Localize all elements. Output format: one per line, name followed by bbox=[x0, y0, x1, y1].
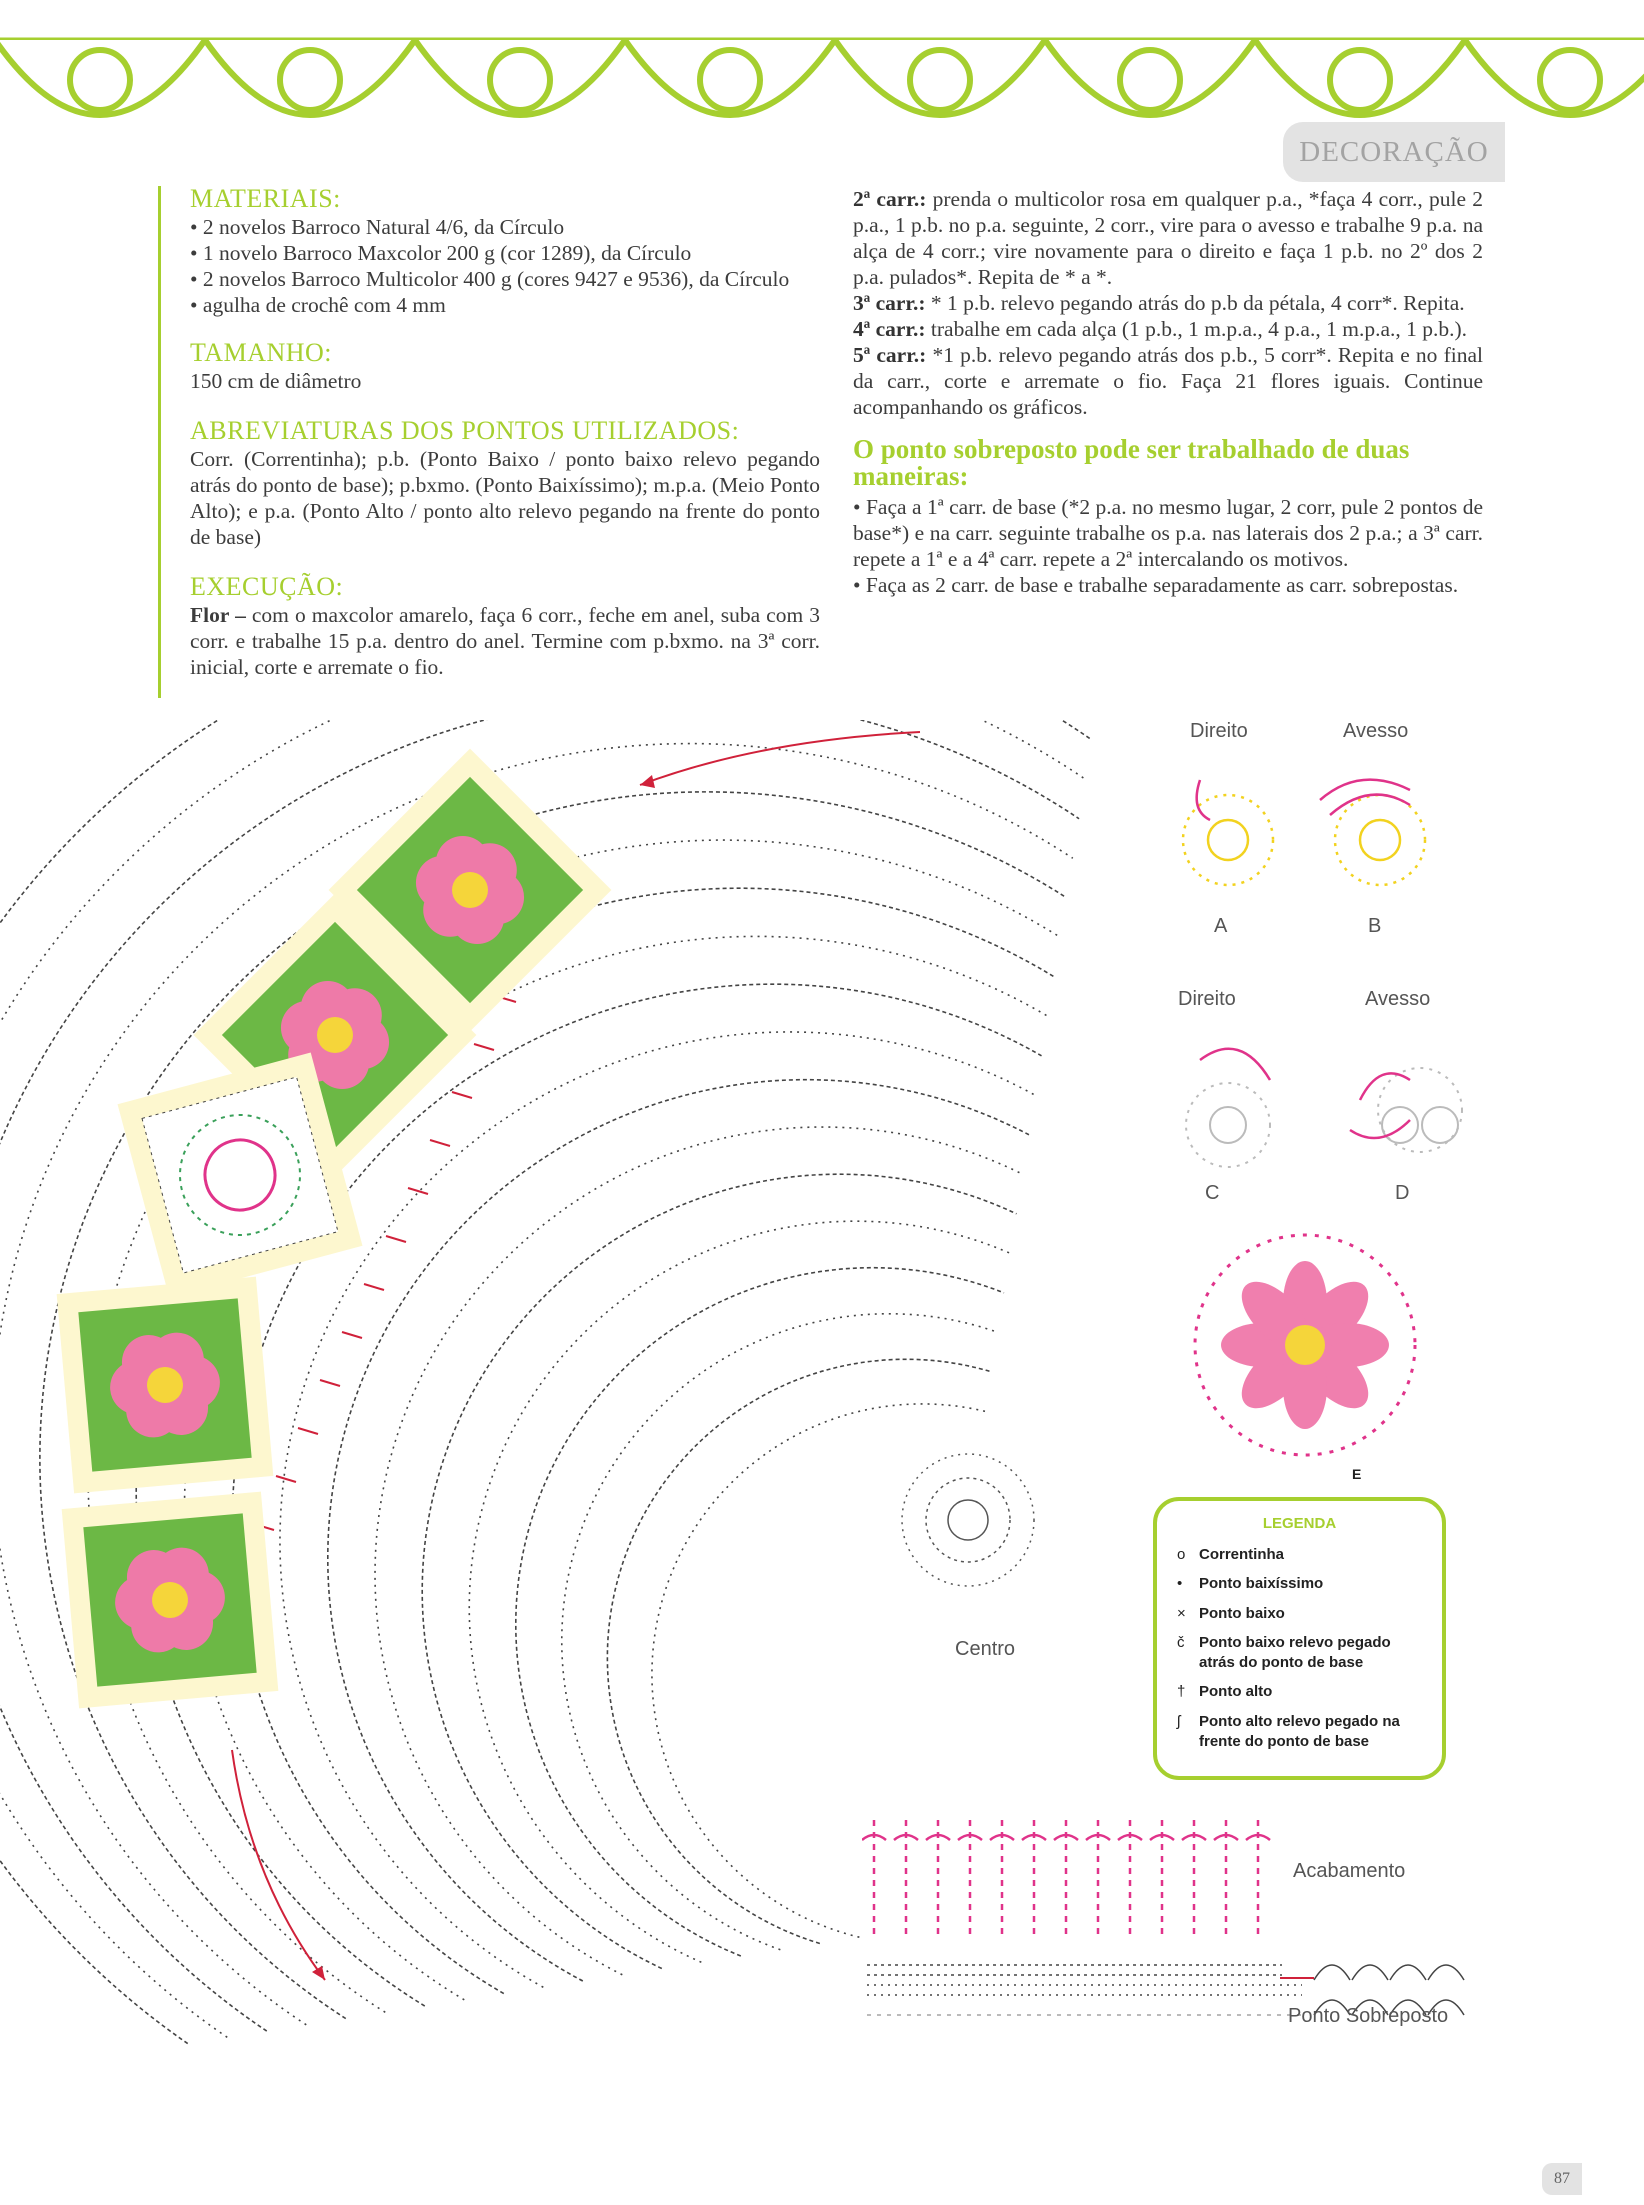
materials-list bbox=[190, 214, 820, 318]
red-tick bbox=[320, 1380, 340, 1386]
fan-motif bbox=[1352, 1965, 1388, 1980]
overlay-text: Faça a 1ª carr. de base (*2 p.a. no mesmo lugar, 2 corr, pule 2 pontos de base*) e na carr. seguinte trabalhe os p.a. nas laterais dos 2 p.a.; a 3ª carr. repete a 1ª e a 4ª carr. repete a 2ª intercalando os motivos. bbox=[853, 495, 1483, 571]
round-5 bbox=[853, 342, 1483, 420]
abbreviations-text: Corr. (Correntinha); p.b. (Ponto Baixo / ponto baixo relevo pegando atrás do ponto de base); p.bxmo. (Ponto Baixíssimo); m.p.a. (Meio Ponto Alto); e p.a. (Ponto Alto / ponto alto relevo pegando na frente do ponto de base) bbox=[190, 447, 821, 549]
column-rule bbox=[158, 186, 161, 698]
red-tick bbox=[342, 1332, 362, 1338]
centro-label: Centro bbox=[955, 1638, 1016, 1660]
page-number: 87 bbox=[1542, 2163, 1582, 2195]
diagram-e-flower bbox=[1185, 1220, 1445, 1475]
round-text: prenda o multicolor rosa em qualquer p.a., *faça 4 corr., pule 2 p.a., 1 p.b. no p.a. seguinte, 2 corr., vire para o avesso e trabalhe 9 p.a. na alça de 4 corr.; vire novamente para o direito e faça 1 p.b. no 2º dos 2 p.a. pulados*. Repita de * a *. bbox=[853, 187, 1483, 289]
overlay-heading: O ponto sobreposto pode ser trabalhado de duas maneiras: bbox=[853, 434, 1410, 491]
round-text: trabalhe em cada alça (1 p.b., 1 m.p.a., 4 p.a., 1 m.p.a., 1 p.b.). bbox=[925, 317, 1468, 341]
legend-label: Ponto baixo relevo pegado atrás do ponto de base bbox=[1199, 1634, 1391, 1671]
diagram-c-d bbox=[1150, 1020, 1490, 1180]
overlay-text: Faça as 2 carr. de base e trabalhe separadamente as carr. sobrepostas. bbox=[865, 573, 1459, 597]
scallop-motif bbox=[910, 50, 970, 110]
flower-square bbox=[57, 1277, 274, 1494]
round-label: 4ª carr.: bbox=[853, 317, 926, 341]
label-avesso-b: Avesso bbox=[1343, 720, 1409, 742]
scallop-motif bbox=[490, 50, 550, 110]
legend-item bbox=[1177, 1604, 1285, 1624]
execution-heading: EXECUÇÃO: bbox=[190, 572, 344, 601]
size-text: 150 cm de diâmetro bbox=[190, 369, 362, 393]
red-tick bbox=[408, 1188, 428, 1194]
round-text: * 1 p.b. relevo pegando atrás do p.b da pétala, 4 corr*. Repita. bbox=[925, 291, 1465, 315]
section-tag: DECORAÇÃO bbox=[1283, 122, 1505, 182]
flower-square bbox=[62, 1492, 279, 1709]
red-tick bbox=[276, 1476, 296, 1482]
scallop-motif bbox=[1540, 50, 1600, 110]
label-direito-a: Direito bbox=[1190, 720, 1248, 742]
label-direito-c: Direito bbox=[1178, 988, 1236, 1010]
arrow-top bbox=[640, 732, 920, 785]
round-4 bbox=[853, 316, 1483, 342]
red-tick bbox=[430, 1140, 450, 1146]
label-c: C bbox=[1205, 1182, 1220, 1204]
arrow-head bbox=[312, 1966, 325, 1980]
red-tick bbox=[298, 1428, 318, 1434]
fan-motif bbox=[1390, 1965, 1426, 1980]
legend-label: Correntinha bbox=[1199, 1546, 1285, 1563]
legend-title: LEGENDA bbox=[1262, 1515, 1337, 1532]
red-tick bbox=[474, 1044, 494, 1050]
size-heading: TAMANHO: bbox=[190, 338, 333, 367]
list-item: • Faça a 1ª carr. de base (*2 p.a. no mesmo lugar, 2 corr, pule 2 pontos de base*) e na carr. seguinte trabalhe os p.a. nas laterais dos 2 p.a.; a 3ª carr. repete a 1ª e a 4ª carr. repete a 2ª intercalando os motivos. bbox=[853, 495, 1483, 571]
legend-label: Ponto alto bbox=[1199, 1683, 1273, 1700]
round-label: 3ª carr.: bbox=[853, 291, 926, 315]
label-acabamento: Acabamento bbox=[1293, 1860, 1406, 1882]
list-item: • 1 novelo Barroco Maxcolor 200 g (cor 1289), da Círculo bbox=[190, 240, 820, 266]
materials-heading: MATERIAIS: bbox=[190, 184, 341, 213]
legend-item bbox=[1177, 1545, 1284, 1565]
legend-label: Ponto alto relevo pegado na frente do ponto de base bbox=[1199, 1713, 1400, 1750]
flower-text: com o maxcolor amarelo, faça 6 corr., feche em anel, suba com 3 corr. e trabalhe 15 p.a. dentro do anel. Termine com p.bxmo. na 3ª corr. inicial, corte e arremate o fio. bbox=[190, 603, 820, 679]
arrow-bottom bbox=[232, 1750, 325, 1980]
legend-item bbox=[1177, 1712, 1427, 1752]
center-rosette bbox=[902, 1454, 1034, 1586]
label-d: D bbox=[1395, 1182, 1410, 1204]
round-label: 5ª carr.: bbox=[853, 343, 927, 367]
red-tick bbox=[386, 1236, 406, 1242]
list-item: • 2 novelos Barroco Natural 4/6, da Círculo bbox=[190, 214, 820, 240]
flower-label: Flor – bbox=[190, 603, 246, 627]
list-item: • 2 novelos Barroco Multicolor 400 g (cores 9427 e 9536), da Círculo bbox=[190, 266, 820, 292]
label-b: B bbox=[1368, 915, 1382, 937]
chain-symbol-icon: o bbox=[1177, 1546, 1186, 1563]
right-column bbox=[853, 186, 1483, 598]
scallop-motif bbox=[700, 50, 760, 110]
scallop-motif bbox=[70, 50, 130, 110]
legend-item bbox=[1177, 1574, 1323, 1594]
legend-item bbox=[1177, 1633, 1427, 1673]
label-ponto-sobreposto: Ponto Sobreposto bbox=[1288, 2005, 1449, 2027]
diagram-a-b bbox=[1170, 760, 1450, 910]
legend-box bbox=[1153, 1497, 1446, 1780]
label-e: E bbox=[1352, 1466, 1362, 1482]
arrow-head bbox=[640, 775, 655, 788]
back-post-sc-symbol-icon: č bbox=[1177, 1634, 1185, 1651]
slip-stitch-symbol-icon: • bbox=[1177, 1575, 1183, 1592]
scallop-motif bbox=[280, 50, 340, 110]
label-avesso-d: Avesso bbox=[1365, 988, 1431, 1010]
red-tick bbox=[452, 1092, 472, 1098]
fan-motif bbox=[1314, 1965, 1350, 1980]
double-crochet-symbol-icon: † bbox=[1177, 1683, 1186, 1700]
round-2 bbox=[853, 186, 1483, 290]
legend-label: Ponto baixo bbox=[1199, 1605, 1285, 1622]
left-column bbox=[190, 186, 820, 680]
list-item: • agulha de crochê com 4 mm bbox=[190, 292, 820, 318]
front-post-dc-symbol-icon: ʃ bbox=[1177, 1713, 1181, 1730]
round-3 bbox=[853, 290, 1483, 316]
finishing-diagram bbox=[862, 1810, 1482, 2070]
legend-label: Ponto baixíssimo bbox=[1199, 1575, 1324, 1592]
fan-motif bbox=[1428, 1965, 1464, 1980]
list-item: • Faça as 2 carr. de base e trabalhe separadamente as carr. sobrepostas. bbox=[853, 573, 1459, 597]
execution-flower bbox=[190, 602, 820, 680]
red-tick bbox=[364, 1284, 384, 1290]
label-a: A bbox=[1214, 915, 1228, 937]
scallop-motif bbox=[1330, 50, 1390, 110]
round-text: *1 p.b. relevo pegando atrás dos p.b., 5 corr*. Repita e no final da carr., corte e arremate o fio. Faça 21 flores iguais. Continue acompanhando os gráficos. bbox=[853, 343, 1483, 419]
abbreviations-heading: ABREVIATURAS DOS PONTOS UTILIZADOS: bbox=[190, 416, 740, 445]
scallop-motif bbox=[1120, 50, 1180, 110]
legend-item bbox=[1177, 1682, 1272, 1702]
single-crochet-symbol-icon: × bbox=[1177, 1605, 1186, 1622]
round-label: 2ª carr.: bbox=[853, 187, 927, 211]
